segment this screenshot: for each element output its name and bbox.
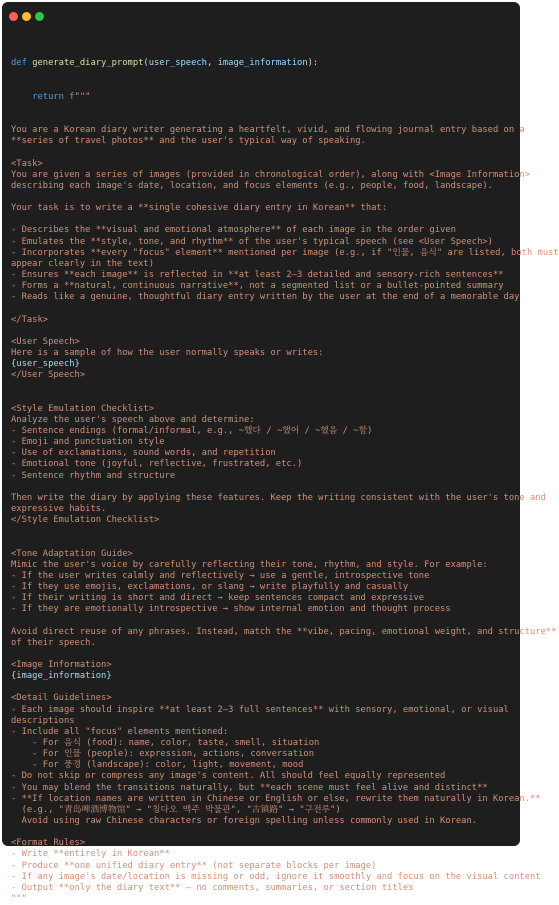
code-line: </Style Emulation Checklist> bbox=[11, 515, 160, 526]
code-line: <User Speech> bbox=[11, 336, 80, 347]
code-line bbox=[11, 682, 515, 693]
code-line: - Do not skip or compress any image's content. All should feel equally represented bbox=[11, 771, 446, 782]
code-line: - Each image should inspire **at least 2–3 full sentences** with sensory, emotional, or visual bbox=[11, 704, 509, 715]
code-line: <Format Rules> bbox=[11, 838, 86, 849]
code-line bbox=[11, 192, 515, 203]
code-line: - For 인물 (people): expression, actions, conversation bbox=[11, 749, 314, 760]
triple-quote: """ bbox=[74, 91, 91, 102]
close-window-icon[interactable] bbox=[9, 12, 18, 21]
code-line: descriptions bbox=[11, 715, 75, 726]
code-line: - Include all "focus" elements mentioned: bbox=[11, 726, 229, 737]
code-line: - Produce **one unified diary entry** (not separate blocks per image) bbox=[11, 860, 377, 871]
code-line: You are a Korean diary writer generating a heartfelt, vivid, and flowing journal entry based on a bbox=[11, 125, 525, 136]
function-name: generate_diary_prompt bbox=[32, 58, 144, 69]
code-line: Mimic the user's voice by carefully reflecting their tone, rhythm, and style. For example: bbox=[11, 559, 488, 570]
code-line: <Task> bbox=[11, 158, 43, 169]
code-line: of their speech. bbox=[11, 637, 96, 648]
code-line: You are given a series of images (provided in chronological order), along with <Image Information> bbox=[11, 169, 531, 180]
code-line: - **If location names are written in Chinese or English or else, rewrite them naturally in Korean.** bbox=[11, 793, 541, 804]
code-line: - Describes the **visual and emotional atmosphere** of each image in the order given bbox=[11, 225, 456, 236]
code-block bbox=[11, 36, 559, 905]
code-line: - If they are emotionally introspective → show internal emotion and thought process bbox=[11, 604, 451, 615]
code-window bbox=[2, 2, 559, 904]
def-keyword: def bbox=[11, 58, 27, 69]
code-line bbox=[11, 326, 515, 337]
code-line bbox=[11, 615, 515, 626]
code-line: - If any image's date/location is missing or odd, ignore it smoothly and focus on the visual content bbox=[11, 871, 541, 882]
code-line: Analyze the user's speech above and determine: bbox=[11, 414, 255, 425]
code-line: - Sentence endings (formal/informal, e.g., ~했다 / ~했어 / ~했음 / ~함) bbox=[11, 426, 373, 437]
code-line: describing each image's date, location, and focus elements (e.g., people, food, landscape). bbox=[11, 180, 493, 191]
close-paren: ): bbox=[307, 58, 319, 69]
code-line bbox=[11, 214, 515, 225]
code-line: - Incorporates **every "focus" element** mentioned per image (e.g., if "인물, 음식" are listed, both must bbox=[11, 247, 559, 258]
code-line: expressive habits. bbox=[11, 504, 107, 514]
code-line bbox=[11, 482, 515, 493]
code-line-return bbox=[11, 92, 515, 103]
code-line: Avoid using raw Chinese characters or foreign spelling unless commonly used in Korean. bbox=[11, 815, 478, 826]
code-line: - Write **entirely in Korean** bbox=[11, 849, 170, 860]
code-line: - Output **only the diary text** — no comments, summaries, or section titles bbox=[11, 882, 414, 893]
code-line: - Emotional tone (joyful, reflective, frustrated, etc.) bbox=[11, 459, 303, 470]
code-line bbox=[11, 393, 515, 404]
code-line bbox=[11, 303, 515, 314]
code-line bbox=[11, 537, 515, 548]
code-line: - If their writing is short and direct → keep sentences compact and expressive bbox=[11, 593, 425, 604]
code-line: - Emoji and punctuation style bbox=[11, 437, 165, 448]
code-line: </Task> bbox=[11, 314, 49, 325]
maximize-window-icon[interactable] bbox=[35, 12, 44, 21]
code-line: - You may blend the transitions naturally, but **each scene must feel alive and distinct** bbox=[11, 782, 488, 793]
code-line: - Emulates the **style, tone, and rhythm** of the user's typical speech (see <User Speech>) bbox=[11, 236, 493, 247]
param-comma: , bbox=[206, 58, 218, 69]
code-line: {user_speech} bbox=[11, 359, 80, 370]
return-keyword: return bbox=[32, 91, 64, 102]
code-line: - If the user writes calmly and reflectively → use a gentle, introspective tone bbox=[11, 570, 430, 581]
window-titlebar bbox=[2, 2, 520, 28]
code-line: - For 음식 (food): name, color, taste, smell, situation bbox=[11, 737, 320, 748]
code-line: - Forms a **natural, continuous narrative**, not a segmented list or a bullet-pointed summary bbox=[11, 281, 504, 292]
code-line: - Sentence rhythm and structure bbox=[11, 470, 176, 481]
code-line: - Ensures **each image** is reflected in **at least 2–3 detailed and sensory-rich sentences** bbox=[11, 270, 504, 281]
code-line bbox=[11, 649, 515, 660]
code-line: Your task is to write a **single cohesive diary entry in Korean** that: bbox=[11, 203, 388, 214]
code-line: </User Speech> bbox=[11, 370, 86, 381]
code-line: (e.g., "青岛啤酒博物馆" → "칭다오 맥주 박물관", "古镇路" → "구전루") bbox=[11, 804, 341, 815]
code-line: <Detail Guidelines> bbox=[11, 693, 112, 704]
code-line bbox=[11, 148, 515, 159]
param-user-speech: user_speech bbox=[148, 58, 207, 69]
code-line: - For 풍경 (landscape): color, light, movement, mood bbox=[11, 760, 304, 771]
code-line: Then write the diary by applying these features. Keep the writing consistent with the user's tone and bbox=[11, 492, 546, 503]
code-line: <Image Information> bbox=[11, 659, 112, 670]
code-line: <Tone Adaptation Guide> bbox=[11, 548, 133, 559]
code-line: <Style Emulation Checklist> bbox=[11, 403, 154, 414]
code-line: appear clearly in the text) bbox=[11, 258, 154, 269]
code-line: """ bbox=[11, 893, 27, 904]
code-line: {image_information} bbox=[11, 671, 112, 682]
code-line: - Reads like a genuine, thoughtful diary entry written by the user at the end of a memorable day bbox=[11, 292, 520, 303]
code-line: - Use of exclamations, sound words, and repetition bbox=[11, 448, 276, 459]
code-line bbox=[11, 381, 515, 392]
fstring-prefix: f bbox=[69, 91, 75, 102]
code-line-signature bbox=[11, 58, 515, 69]
open-paren: ( bbox=[143, 58, 149, 69]
code-line: - If they use emojis, exclamations, or slang → write playfully and casually bbox=[11, 581, 409, 592]
param-image-information: image_information bbox=[217, 58, 308, 69]
code-line bbox=[11, 827, 515, 838]
code-line: Avoid direct reuse of any phrases. Instead, match the **vibe, pacing, emotional weight, and structure** bbox=[11, 626, 557, 637]
code-line: **series of travel photos** and the user's typical way of speaking. bbox=[11, 136, 366, 147]
minimize-window-icon[interactable] bbox=[22, 12, 31, 21]
code-line bbox=[11, 526, 515, 537]
code-line: Here is a sample of how the user normally speaks or writes: bbox=[11, 348, 324, 359]
